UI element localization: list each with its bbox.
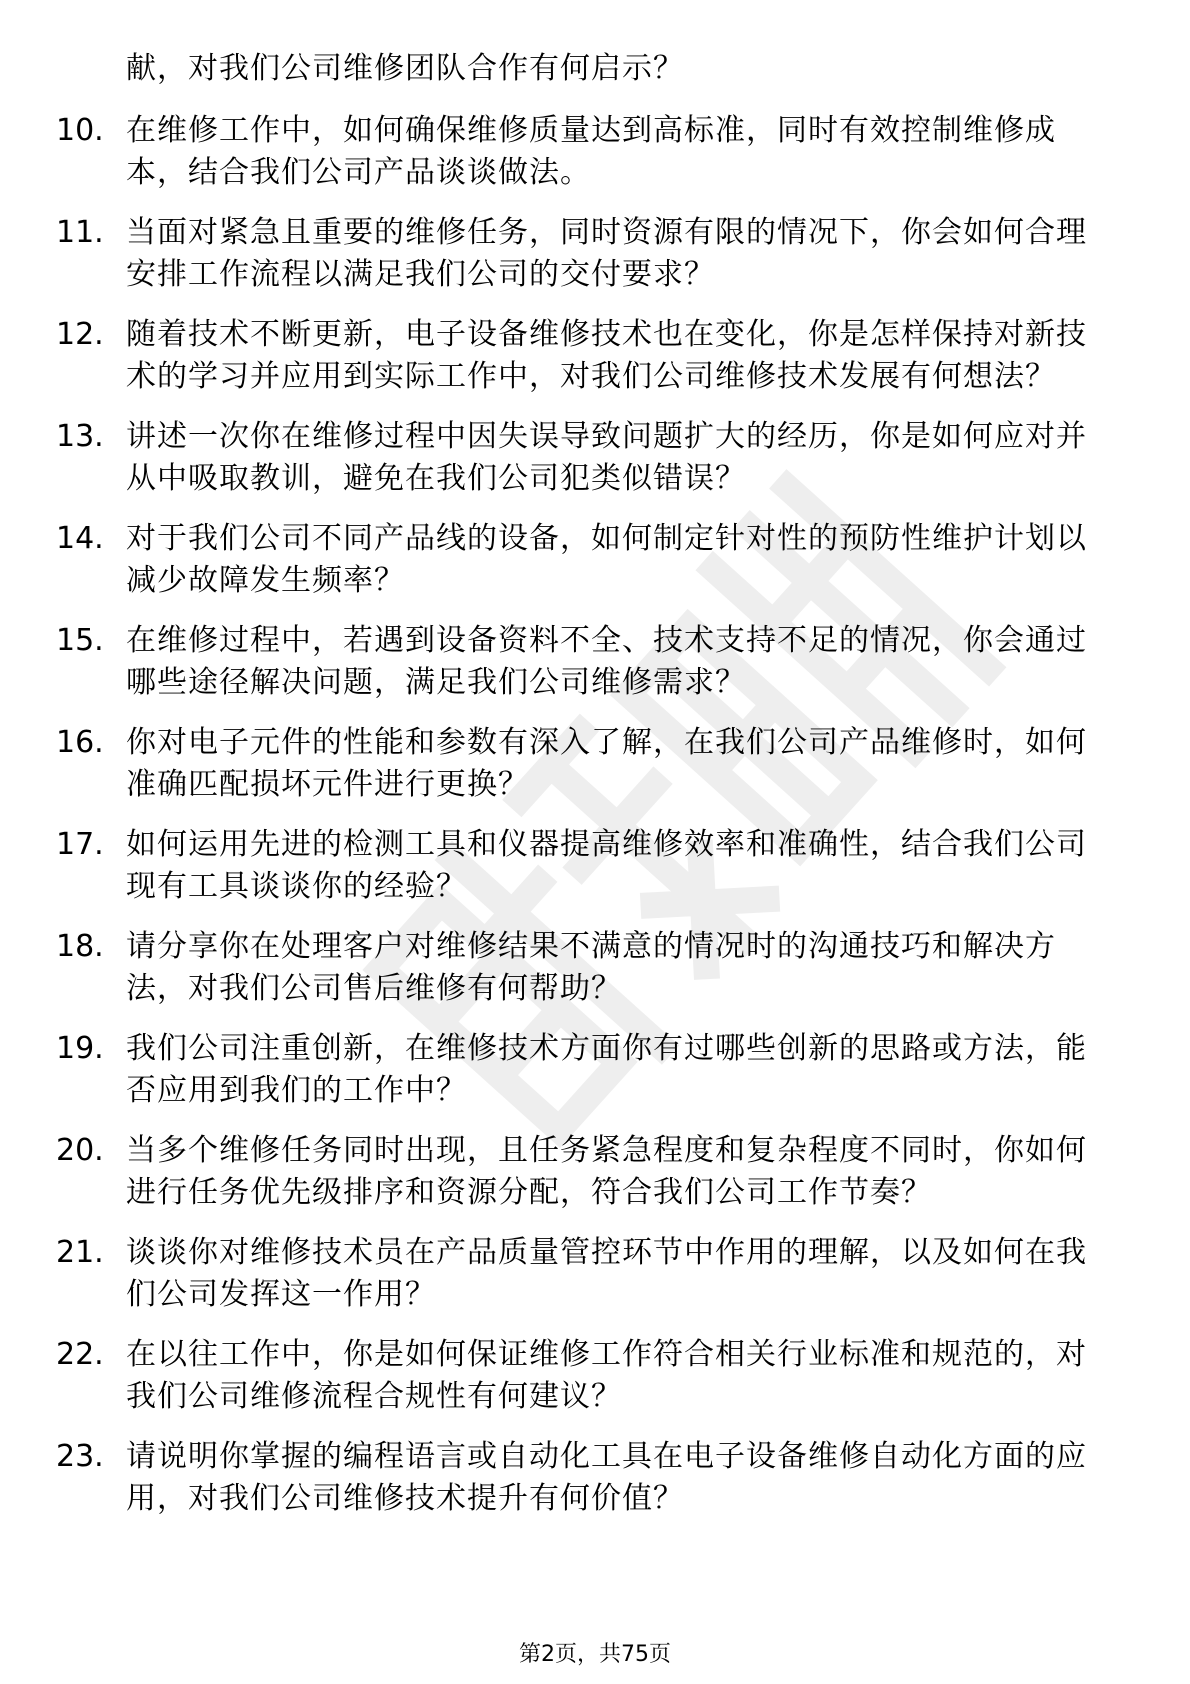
question-item xyxy=(0,1028,1190,1112)
question-number: 10. xyxy=(56,113,104,148)
question-number: 22. xyxy=(56,1337,104,1372)
question-number: 23. xyxy=(56,1439,104,1474)
question-item xyxy=(0,722,1190,806)
question-number: 12. xyxy=(56,317,104,352)
question-item xyxy=(0,314,1190,398)
question-number: 19. xyxy=(56,1031,104,1066)
question-item xyxy=(0,518,1190,602)
question-item xyxy=(0,212,1190,296)
question-text: 在以往工作中，你是如何保证维修工作符合相关行业标准和规范的，对我们公司维修流程合规性有何建议？ xyxy=(126,1337,1087,1414)
question-item xyxy=(0,824,1190,908)
question-number: 18. xyxy=(56,929,104,964)
question-item xyxy=(0,1436,1190,1520)
question-text: 在维修工作中，如何确保维修质量达到高标准，同时有效控制维修成本，结合我们公司产品谈谈做法。 xyxy=(126,113,1056,190)
question-number: 20. xyxy=(56,1133,104,1168)
question-text: 如何运用先进的检测工具和仪器提高维修效率和准确性，结合我们公司现有工具谈谈你的经验？ xyxy=(126,827,1087,904)
question-text: 你对电子元件的性能和参数有深入了解，在我们公司产品维修时，如何准确匹配损坏元件进行更换？ xyxy=(126,725,1087,802)
question-text: 我们公司注重创新，在维修技术方面你有过哪些创新的思路或方法，能否应用到我们的工作中？ xyxy=(126,1031,1087,1108)
question-text: 随着技术不断更新，电子设备维修技术也在变化，你是怎样保持对新技术的学习并应用到实际工作中，对我们公司维修技术发展有何想法？ xyxy=(126,317,1087,394)
question-number: 21. xyxy=(56,1235,104,1270)
question-number: 13. xyxy=(56,419,104,454)
question-item xyxy=(0,110,1190,194)
question-item xyxy=(0,1232,1190,1316)
question-item xyxy=(0,1334,1190,1418)
continued-question-text: 献，对我们公司维修团队合作有何启示？ xyxy=(126,51,684,86)
question-text: 谈谈你对维修技术员在产品质量管控环节中作用的理解，以及如何在我们公司发挥这一作用？ xyxy=(126,1235,1087,1312)
question-text: 对于我们公司不同产品线的设备，如何制定针对性的预防性维护计划以减少故障发生频率？ xyxy=(126,521,1087,598)
question-item xyxy=(0,1130,1190,1214)
question-item xyxy=(0,620,1190,704)
question-text: 当面对紧急且重要的维修任务，同时资源有限的情况下，你会如何合理安排工作流程以满足我们公司的交付要求？ xyxy=(126,215,1087,292)
question-number: 16. xyxy=(56,725,104,760)
question-list xyxy=(0,110,1190,1538)
question-text: 请说明你掌握的编程语言或自动化工具在电子设备维修自动化方面的应用，对我们公司维修技术提升有何价值？ xyxy=(126,1439,1087,1516)
question-text: 请分享你在处理客户对维修结果不满意的情况时的沟通技巧和解决方法，对我们公司售后维修有何帮助？ xyxy=(126,929,1056,1006)
question-number: 17. xyxy=(56,827,104,862)
question-number: 14. xyxy=(56,521,104,556)
page-footer: 第2页，共75页 xyxy=(519,1642,671,1667)
question-item xyxy=(0,416,1190,500)
question-text: 讲述一次你在维修过程中因失误导致问题扩大的经历，你是如何应对并从中吸取教训，避免在我们公司犯类似错误？ xyxy=(126,419,1087,496)
question-item xyxy=(0,926,1190,1010)
question-text: 当多个维修任务同时出现，且任务紧急程度和复杂程度不同时，你如何进行任务优先级排序和资源分配，符合我们公司工作节奏？ xyxy=(126,1133,1087,1210)
question-text: 在维修过程中，若遇到设备资料不全、技术支持不足的情况，你会通过哪些途径解决问题，满足我们公司维修需求？ xyxy=(126,623,1087,700)
question-number: 11. xyxy=(56,215,104,250)
question-number: 15. xyxy=(56,623,104,658)
